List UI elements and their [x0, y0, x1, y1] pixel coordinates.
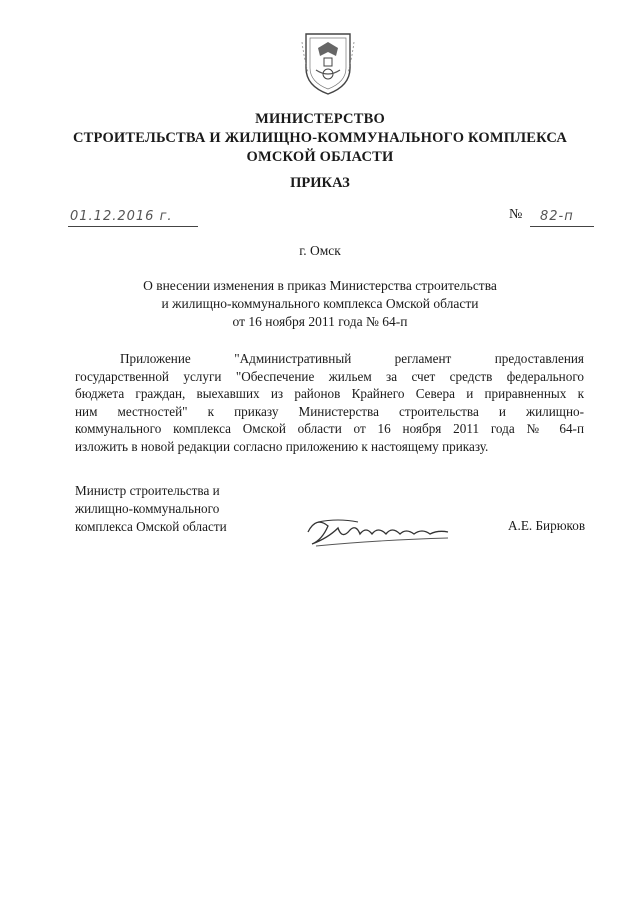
document-subject — [0, 277, 640, 331]
body-line: коммунального комплекса Омской области от 16 ноября 2011 года № 64-п — [75, 421, 584, 436]
subject-line-2: и жилищно-коммунального комплекса Омской области — [161, 296, 479, 311]
body-line: изложить в новой редакции согласно приложению к настоящему приказу. — [75, 438, 489, 454]
signer-name: А.Е. Бирюков — [508, 518, 586, 533]
body-line: бюджета граждан, выехавших из районов Крайнего Севера и приравненных к — [75, 386, 584, 401]
handwritten-signature — [298, 510, 458, 552]
number-label: № — [509, 207, 523, 222]
subject-line-3: от 16 ноября 2011 года № 64-п — [232, 314, 408, 329]
document-type-title: ПРИКАЗ — [290, 175, 350, 191]
document-body — [75, 350, 584, 455]
body-line: Приложение "Административный регламент предоставления — [120, 351, 584, 366]
ministry-title-line-3: ОМСКОЙ ОБЛАСТИ — [246, 149, 394, 165]
date-field — [68, 204, 198, 227]
city-name: г. Омск — [299, 243, 341, 258]
signer-position-line-2: жилищно-коммунального — [75, 501, 220, 516]
body-line: государственной услуги "Обеспечение жильем за счет средств федерального — [75, 368, 584, 384]
ministry-title-line-1: МИНИСТЕРСТВО — [255, 111, 385, 127]
coat-of-arms-icon — [300, 28, 356, 98]
ministry-title-line-2: СТРОИТЕЛЬСТВА И ЖИЛИЩНО-КОММУНАЛЬНОГО КОМПЛЕКСА — [72, 130, 568, 146]
signer-position-line-3: комплекса Омской области — [75, 519, 227, 534]
handwritten-number: 82-п — [540, 209, 574, 224]
body-line: ним местностей" к приказу Министерства строительства и жилищно- — [75, 403, 584, 419]
signer-position — [75, 482, 227, 536]
number-field — [530, 204, 594, 227]
subject-line-1: О внесении изменения в приказ Министерства строительства — [143, 278, 497, 293]
handwritten-date: 01.12.2016 г. — [70, 209, 173, 224]
signer-position-line-1: Министр строительства и — [75, 483, 220, 498]
